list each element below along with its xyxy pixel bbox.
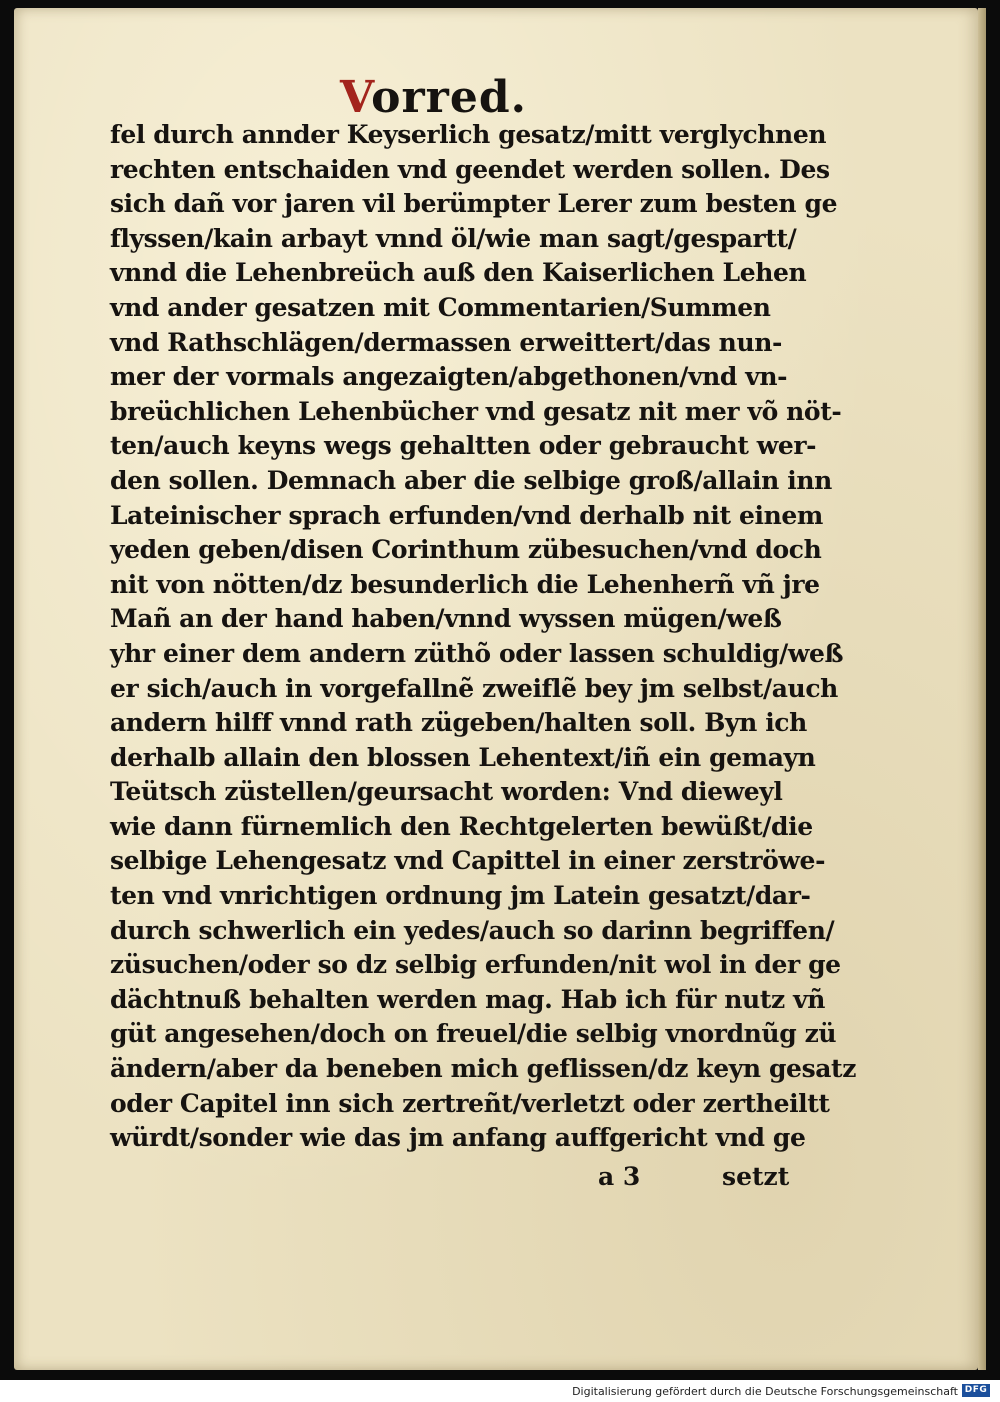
footer-bar (0, 1380, 1000, 1402)
text-line: würdt/sonder wie das jm anfang auffgericht vnd ge (110, 1123, 806, 1153)
text-line: fel durch annder Keyserlich gesatz/mitt verglychnen (110, 120, 827, 149)
text-line: andern hilff vnnd rath zügeben/halten soll. Byn ich (110, 708, 807, 738)
text-line: rechten entschaiden vnd geendet werden sollen. Des (110, 154, 830, 184)
text-line: ten/auch keyns wegs gehaltten oder gebraucht wer- (110, 431, 817, 461)
text-line: ten vnd vnrichtigen ordnung jm Latein gesatzt/dar- (110, 881, 811, 911)
text-block (110, 118, 856, 1156)
text-line: derhalb allain den blossen Lehentext/iñ ein gemayn (110, 742, 816, 772)
dfg-logo-icon: DFG (962, 1384, 990, 1397)
text-line: Mañ an der hand haben/vnnd wyssen mügen/weß (110, 604, 782, 634)
footer-credit: Digitalisierung gefördert durch die Deutsche Forschungsgemeinschaft (572, 1385, 958, 1398)
text-line: ändern/aber da beneben mich geflissen/dz keyn gesatz (110, 1054, 856, 1084)
text-line: sich dañ vor jaren vil berümpter Lerer zum besten ge (110, 189, 838, 219)
text-line: durch schwerlich ein yedes/auch so darinn begriffen/ (110, 915, 835, 945)
text-line: mer der vormals angezaigten/abgethonen/vnd vn- (110, 362, 788, 392)
text-line: vnd ander gesatzen mit Commentarien/Summen (110, 292, 771, 322)
text-line: dächtnuß behalten werden mag. Hab ich für nutz vñ (110, 984, 825, 1014)
heading-red-initial: V (340, 72, 372, 123)
text-line: yeden geben/disen Corinthum zübesuchen/vnd doch (110, 535, 822, 565)
catchword: setzt (722, 1162, 790, 1191)
text-line: breüchlichen Lehenbücher vnd gesatz nit mer võ nöt- (110, 396, 842, 426)
text-line: den sollen. Demnach aber die selbige groß/allain inn (110, 465, 832, 495)
text-line: güt angesehen/doch on freuel/die selbig vnordnũg zü (110, 1019, 837, 1049)
text-line: selbige Lehengesatz vnd Capittel in einer zerströwe- (110, 846, 826, 876)
heading-rest: orred. (371, 72, 527, 123)
page-edge (978, 8, 986, 1370)
page-heading (340, 72, 527, 123)
text-line: flyssen/kain arbayt vnnd öl/wie man sagt/gespartt/ (110, 223, 797, 253)
text-line: Lateinischer sprach erfunden/vnd derhalb nit einem (110, 500, 823, 530)
text-line: wie dann fürnemlich den Rechtgelerten bewüßt/die (110, 811, 813, 841)
text-line: vnnd die Lehenbreüch auß den Kaiserlichen Lehen (110, 258, 807, 288)
text-line: nit von nötten/dz besunderlich die Lehenherñ vñ jre (110, 569, 820, 599)
text-line: oder Capitel inn sich zertreñt/verletzt oder zertheiltt (110, 1088, 830, 1118)
text-line: züsuchen/oder so dz selbig erfunden/nit wol in der ge (110, 950, 841, 980)
text-line: er sich/auch in vorgefallnẽ zweiflẽ bey jm selbst/auch (110, 673, 838, 703)
signature-mark: a 3 (598, 1162, 641, 1191)
text-line: yhr einer dem andern züthõ oder lassen schuldig/weß (110, 638, 844, 668)
text-line: Teütsch züstellen/geursacht worden: Vnd dieweyl (110, 777, 783, 807)
text-line: vnd Rathschlägen/dermassen erweittert/das nun- (110, 327, 782, 357)
